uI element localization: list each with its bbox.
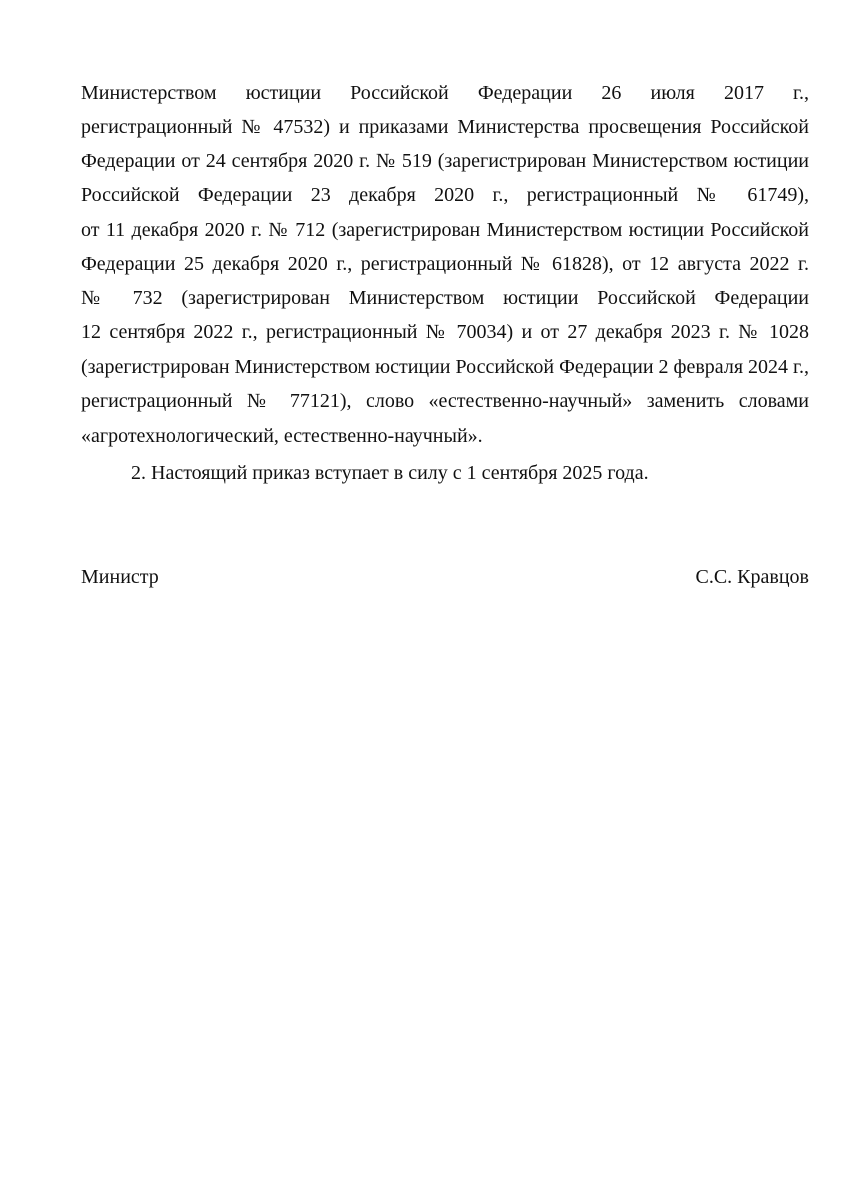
paragraph-2: 2. Настоящий приказ вступает в силу с 1 сентября 2025 года.	[131, 462, 649, 484]
signatory-name: С.С. Кравцов	[695, 566, 809, 588]
paragraph-line: регистрационный № 47532) и приказами Министерства просвещения Российской	[81, 116, 809, 138]
paragraph-line: регистрационный № 77121), слово «естественно-научный» заменить словами	[81, 390, 809, 412]
paragraph-line: «агротехнологический, естественно-научный».	[81, 425, 483, 447]
paragraph-line: 12 сентября 2022 г., регистрационный № 70034) и от 27 декабря 2023 г. № 1028	[81, 321, 809, 343]
paragraph-line: Федерации 25 декабря 2020 г., регистрационный № 61828), от 12 августа 2022 г.	[81, 253, 809, 275]
signatory-position: Министр	[81, 566, 159, 588]
paragraph-line: Федерации от 24 сентября 2020 г. № 519 (зарегистрирован Министерством юстиции	[81, 150, 809, 172]
signature-block	[81, 560, 809, 594]
paragraph-line: № 732 (зарегистрирован Министерством юстиции Российской Федерации	[81, 287, 809, 309]
paragraph-line: Российской Федерации 23 декабря 2020 г., регистрационный № 61749),	[81, 184, 809, 206]
paragraph-line: Министерством юстиции Российской Федерации 26 июля 2017 г.,	[81, 82, 809, 104]
paragraph-line: (зарегистрирован Министерством юстиции Российской Федерации 2 февраля 2024 г.,	[81, 356, 809, 378]
paragraph-line: от 11 декабря 2020 г. № 712 (зарегистрирован Министерством юстиции Российской	[81, 219, 809, 241]
